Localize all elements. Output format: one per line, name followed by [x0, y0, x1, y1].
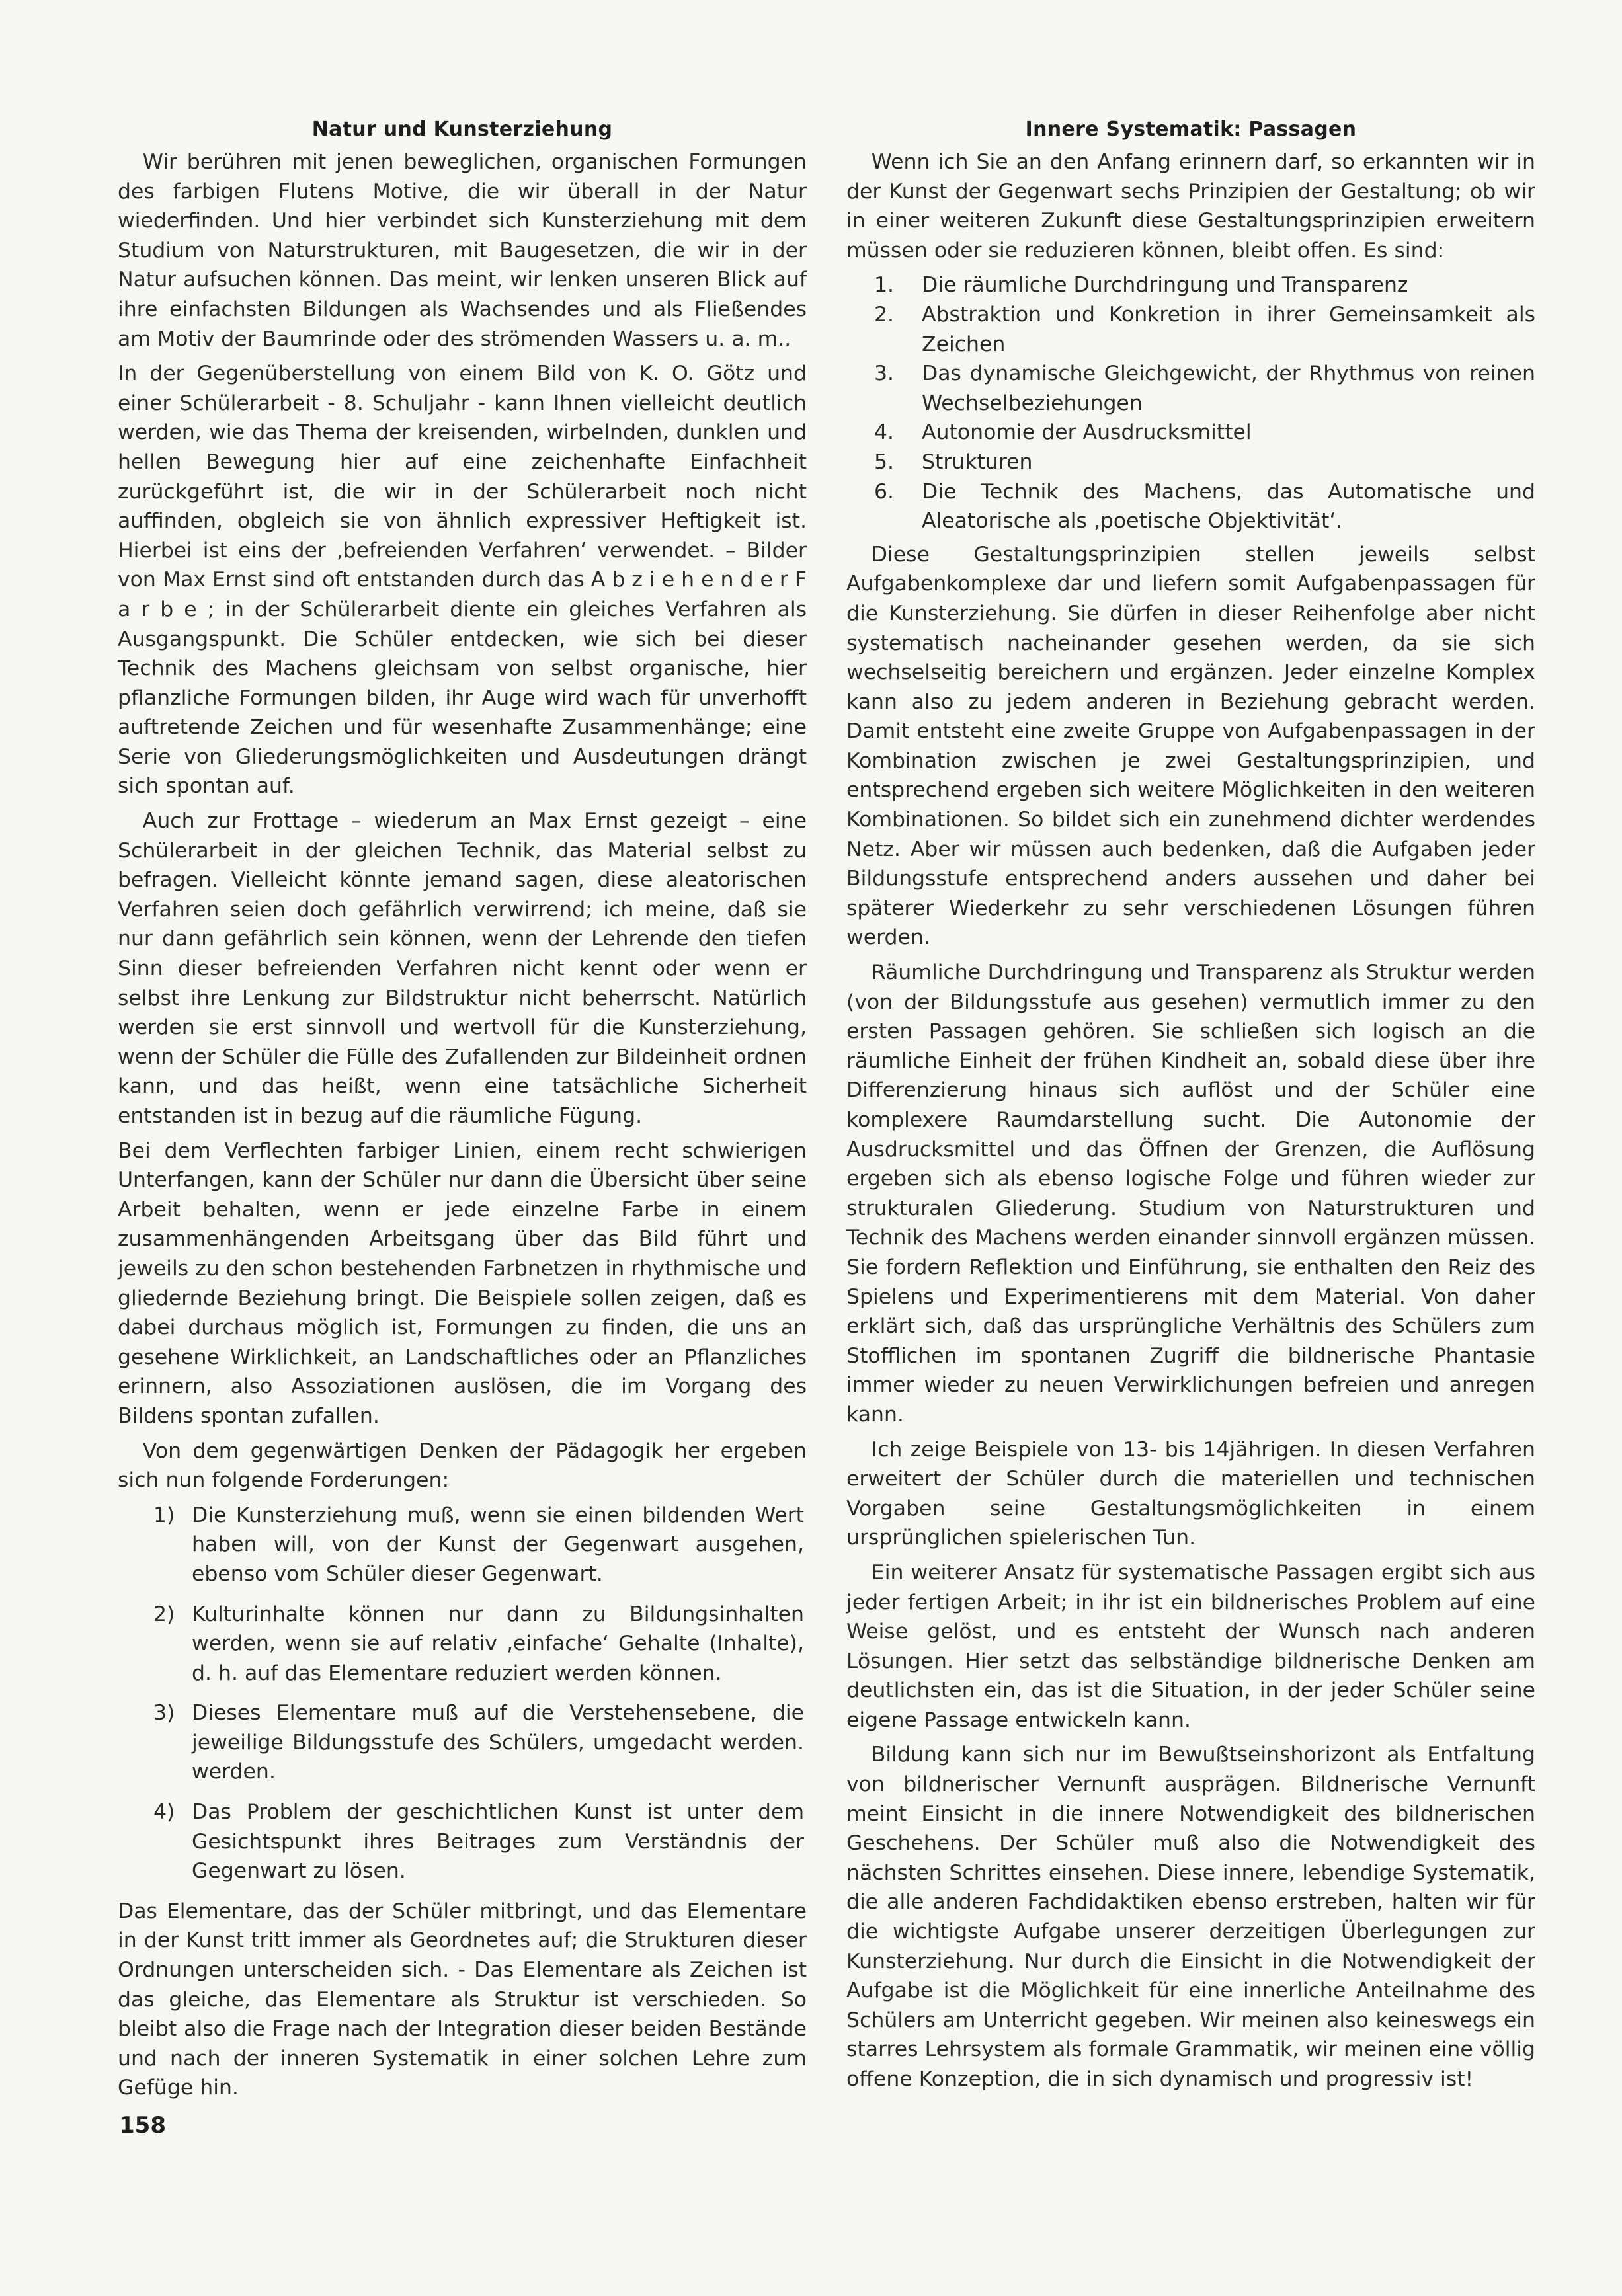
- paragraph: Ein weiterer Ansatz für systematische Passagen ergibt sich aus jeder fertigen Arbeit; in ihr ist ein bildnerisches Problem auf eine Weise gelöst, und es entsteht der Wunsch nach anderen Lösungen. Hier setzt das selbständige bildnerische Denken am deutlichsten ein, das ist die Situation, in der jeder Schüler seine eigene Passage entwickeln kann.: [846, 1560, 1535, 1732]
- paragraph: Diese Gestaltungsprinzipien stellen jeweils selbst Aufgabenkomplexe dar und liefern somit Aufgabenpassagen für die Kunsterziehung. Sie dürfen in dieser Reihenfolge aber nicht systematisch nacheinander gesehen werden, da sie sich wechselseitig bereichern und ergänzen. Jeder einzelne Komplex kann also zu jedem anderen in Beziehung gebracht werden. Damit entsteht eine zweite Gruppe von Aufgabenpassagen in der Kombination zwischen je zwei Gestaltungsprinzipien, und entsprechend ergeben sich weitere Möglichkeiten in den weiteren Kombinationen. So bildet sich ein zunehmend dichter werdendes Netz. Aber wir müssen auch bedenken, daß die Aufgaben jeder Bildungsstufe entsprechend anders aussehen und daher bei späterer Wiederkehr zu sehr verschiedenen Lösungen führen werden.: [846, 542, 1535, 950]
- list-item-number: 6.: [874, 479, 895, 504]
- paragraph: Von dem gegenwärtigen Denken der Pädagogik her ergeben sich nun folgende Forderungen:: [118, 1439, 807, 1493]
- list-item: [846, 448, 1535, 477]
- list-item: [118, 1698, 807, 1787]
- list-item: [846, 359, 1535, 418]
- paragraph: Räumliche Durchdringung und Transparenz als Struktur werden (von der Bildungsstufe aus gesehen) vermutlich immer zu den ersten Passagen gehören. Sie schließen sich logisch an die räumliche Einheit der frühen Kindheit an, sobald diese über ihre Differenzierung hinaus sich auflöst und der Schüler eine komplexere Raumdarstellung sucht. Die Autonomie der Ausdrucksmittel und das Öffnen der Grenzen, die Auflösung ergeben sich als ebenso logische Folge und führen wieder zur strukturalen Gliederung. Studium von Naturstrukturen und Technik des Machens werden einander sinnvoll ergänzen müssen. Sie fordern Reflektion und Einführung, sie enthalten den Reiz des Spielens und Experimentierens mit dem Material. Von daher erklärt sich, daß das ursprüngliche Verhältnis des Schülers zum Stofflichen im spontanen Zugriff die bildnerische Phantasie immer wieder zu neuen Verwirklichungen befreien und anregen kann.: [846, 961, 1535, 1427]
- list-item-number: 5.: [874, 450, 895, 474]
- left-column: [118, 106, 807, 2108]
- paragraph: Auch zur Frottage – wiederum an Max Ernst gezeigt – eine Schülerarbeit in der gleichen Technik, das Material selbst zu befragen. Vielleicht könnte jemand sagen, diese aleatorischen Verfahren seien doch gefährlich verwirrend; ich meine, daß sie nur dann gefährlich sein können, wenn der Lehrende den tiefen Sinn dieser befreienden Verfahren nicht kennt oder wenn er selbst ihre Lenkung zur Bildstruktur nicht beherrscht. Natürlich werden sie erst sinnvoll und wertvoll für die Kunsterziehung, wenn der Schüler die Fülle des Zufallenden zur Bildeinheit ordnen kann, und das heißt, wenn eine tatsächliche Sicherheit entstanden ist in bezug auf die räumliche Fügung.: [118, 809, 807, 1128]
- paragraph: Bei dem Verflechten farbiger Linien, einem recht schwierigen Unterfangen, kann der Schüler nur dann die Übersicht über seine Arbeit behalten, wenn er jede einzelne Farbe in einem zusammenhängenden Arbeitsgang über das Bild führt und jeweils zu den schon bestehenden Farbnetzen in rhythmische und gliedernde Beziehung bringt. Die Beispiele sollen zeigen, daß es dabei durchaus möglich ist, Formungen zu finden, die uns an gesehene Wirklichkeit, an Landschaftliches oder an Pflanzliches erinnern, also Assoziationen auslösen, die im Vorgang des Bildens spontan zufallen.: [118, 1138, 807, 1428]
- list-item-number: 2): [153, 1602, 175, 1626]
- list-item-text: Die Kunsterziehung muß, wenn sie einen bildenden Wert haben will, von der Kunst der Gegenwart ausgehen, ebenso vom Schüler dieser Gegenwart.: [192, 1503, 804, 1586]
- list-item-text: Dieses Elementare muß auf die Verstehensebene, die jeweilige Bildungsstufe des Schülers, umgedacht werden. werden.: [192, 1701, 804, 1784]
- list-item-number: 1.: [874, 273, 895, 297]
- list-item: [118, 1501, 807, 1589]
- page-number: 158: [119, 2112, 166, 2139]
- list-item-number: 3.: [874, 362, 895, 386]
- right-column: [846, 106, 1535, 2100]
- paragraph: Bildung kann sich nur im Bewußtseinshorizont als Entfaltung von bildnerischer Vernunft ausprägen. Bildnerische Vernunft meint Einsicht in die innere Notwendigkeit des bildnerischen Geschehens. Der Schüler muß also die Notwendigkeit des nächsten Schrittes einsehen. Diese innere, lebendige Systematik, die alle anderen Fachdidaktiken ebenso erstreben, halten wir für die wichtigste Aufgabe unserer derzeitigen Überlegungen zur Kunsterziehung. Nur durch die Einsicht in die Notwendigkeit der Aufgabe ist die Möglichkeit für eine innerliche Anteilnahme des Schülers am Unterricht gegeben. Wir meinen also keineswegs ein starres Lehrsystem als formale Grammatik, wir meinen eine völlig offene Konzeption, die in sich dynamisch und progressiv ist!: [846, 1743, 1535, 2091]
- list-item-number: 1): [153, 1503, 175, 1527]
- paragraph: Das Elementare, das der Schüler mitbringt, und das Elementare in der Kunst tritt immer als Geordnetes auf; die Strukturen dieser Ordnungen unterscheiden sich. - Das Elementare als Zeichen ist das gleiche, das Elementare als Struktur ist verschieden. So bleibt also die Frage nach der Integration dieser beiden Bestände und nach der inneren Systematik in einer solchen Lehre zum Gefüge hin.: [118, 1899, 807, 2100]
- list-item: [846, 270, 1535, 300]
- list-item: [118, 1798, 807, 1886]
- list-item-number: 4): [153, 1800, 175, 1825]
- list-item-text: Autonomie der Ausdrucksmittel: [922, 420, 1252, 445]
- paragraph: Ich zeige Beispiele von 13- bis 14jährigen. In diesen Verfahren erweitert der Schüler durch die materiellen und technischen Vorgaben seine Gestaltungsmöglichkeiten in einem ursprünglichen spielerischen Tun.: [846, 1437, 1535, 1550]
- paragraph: Wenn ich Sie an den Anfang erinnern darf, so erkannten wir in der Kunst der Gegenwart sechs Prinzipien der Gestaltung; ob wir in einer weiteren Zukunft diese Gestaltungsprinzipien erweitern müssen oder sie reduzieren können, bleibt offen. Es sind:: [846, 150, 1535, 262]
- principles-list: [846, 270, 1535, 535]
- section-heading-systematik: Innere Systematik: Passagen: [1025, 118, 1357, 141]
- section-heading-natur: Natur und Kunsterziehung: [311, 118, 613, 141]
- list-item-text: Kulturinhalte können nur dann zu Bildungsinhalten werden, wenn sie auf relativ ‚einfache‘ Gehalte (Inhalte), d. h. auf das Elementare reduziert werden können.: [192, 1602, 804, 1685]
- list-item-number: 2.: [874, 302, 895, 327]
- list-item: [846, 418, 1535, 448]
- list-item-text: Abstraktion und Konkretion in ihrer Gemeinsamkeit als Zeichen: [922, 302, 1535, 356]
- paragraph: In der Gegenüberstellung von einem Bild von K. O. Götz und einer Schülerarbeit - 8. Schuljahr - kann Ihnen vielleicht deutlich werden, wie das Thema der kreisenden, wirbelnden, dunklen und hellen Bewegung hier auf eine zeichenhafte Einfachheit zurückgeführt ist, die wir in der Schülerarbeit noch nicht auffinden, obgleich sie von ähnlich expressiver Heftigkeit ist. Hierbei ist eins der ‚befreienden Verfahren‘ verwendet. – Bilder von Max Ernst sind oft entstanden durch das A b z i e h e n d e r F a r b e ; in der Schülerarbeit diente ein gleiches Verfahren als Ausgangspunkt. Die Schüler entdecken, wie sich bei dieser Technik des Machens gleichsam von selbst organische, hier pflanzliche Formungen bilden, ihr Auge wird wach für unverhofft auftretende Zeichen und für wesenhafte Zusammenhänge; eine Serie von Gliederungsmöglichkeiten und Ausdeutungen drängt sich spontan auf.: [118, 362, 807, 799]
- list-item-number: 3): [153, 1701, 175, 1725]
- list-item: [846, 477, 1535, 536]
- list-item-text: Die Technik des Machens, das Automatische und Aleatorische als ‚poetische Objektivität‘.: [922, 479, 1535, 534]
- list-item-text: Das dynamische Gleichgewicht, der Rhythmus von reinen Wechselbeziehungen: [922, 362, 1535, 415]
- list-item: [846, 300, 1535, 359]
- requirements-list: [118, 1501, 807, 1886]
- list-item: [118, 1600, 807, 1688]
- list-item-text: Die räumliche Durchdringung und Transparenz: [922, 273, 1408, 297]
- list-item-text: Das Problem der geschichtlichen Kunst ist unter dem Gesichtspunkt ihres Beitrages zum Verständnis der Gegenwart zu lösen.: [192, 1800, 804, 1883]
- paragraph: Wir berühren mit jenen beweglichen, organischen Formungen des farbigen Flutens Motive, die wir überall in der Natur wiederfinden. Und hier verbindet sich Kunsterziehung mit dem Studium von Naturstrukturen, mit Baugesetzen, die wir in der Natur aufsuchen können. Das meint, wir lenken unseren Blick auf ihre einfachsten Bildungen als Wachsendes und als Fließendes am Motiv der Baumrinde oder des strömenden Wassers u. a. m..: [118, 150, 807, 351]
- list-item-text: Strukturen: [922, 450, 1033, 474]
- list-item-number: 4.: [874, 420, 895, 445]
